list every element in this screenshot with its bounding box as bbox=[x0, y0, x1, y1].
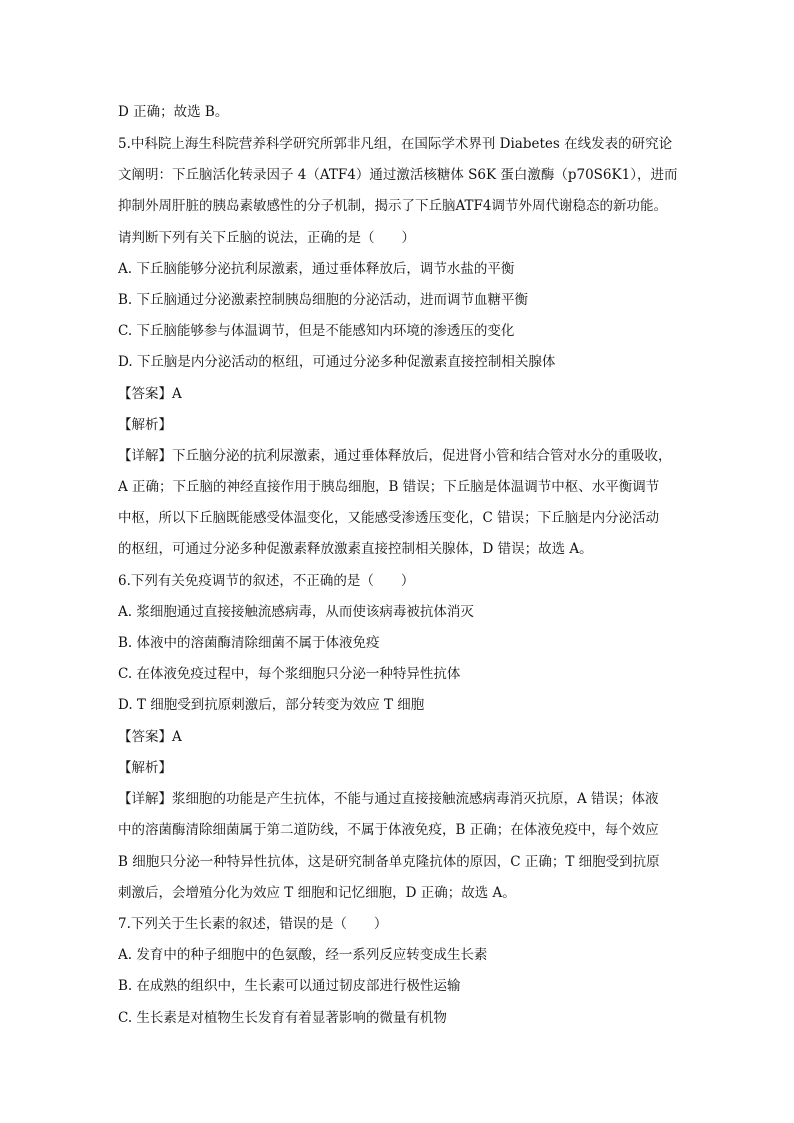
question-6-analysis-heading: 【解析】 bbox=[118, 760, 172, 776]
question-6-option-d: D. T 细胞受到抗原刺激后，部分转变为效应 T 细胞 bbox=[118, 697, 425, 713]
question-5-stem: 抑制外周肝脏的胰岛素敏感性的分子机制，揭示了下丘脑ATF4调节外周代谢稳态的新功能。 bbox=[118, 198, 667, 214]
question-5-stem: 文阐明：下丘脑活化转录因子 4（ATF4）通过激活核糖体 S6K 蛋白激酶（p70S6K1），进而 bbox=[118, 167, 678, 183]
question-6-answer: 【答案】A bbox=[118, 729, 182, 745]
question-7-option-a: A. 发育中的种子细胞中的色氨酸，经一系列反应转变成生长素 bbox=[118, 947, 488, 963]
question-5-explanation: A 正确；下丘脑的神经直接作用于胰岛细胞，B 错误；下丘脑是体温调节中枢、水平衡调节 bbox=[118, 479, 660, 495]
question-6-explanation: 刺激后，会增殖分化为效应 T 细胞和记忆细胞，D 正确；故选 A。 bbox=[118, 885, 516, 901]
question-5-answer: 【答案】A bbox=[118, 386, 182, 402]
question-5-explanation: 【详解】下丘脑分泌的抗利尿激素，通过垂体释放后，促进肾小管和结合管对水分的重吸收， bbox=[118, 448, 672, 464]
question-5-option-c: C. 下丘脑能够参与体温调节，但是不能感知内环境的渗透压的变化 bbox=[118, 323, 515, 339]
question-7-stem: 7.下列关于生长素的叙述，错误的是（ ） bbox=[118, 916, 388, 932]
question-5-option-b: B. 下丘脑通过分泌激素控制胰岛细胞的分泌活动，进而调节血糖平衡 bbox=[118, 292, 529, 308]
question-5-stem: 请判断下列有关下丘脑的说法，正确的是（ ） bbox=[118, 230, 415, 246]
question-6-explanation: B 细胞只分泌一种特异性抗体，这是研究制备单克隆抗体的原因，C 正确；T 细胞受到抗原 bbox=[118, 854, 660, 870]
question-6-option-b: B. 体液中的溶菌酶清除细菌不属于体液免疫 bbox=[118, 635, 380, 651]
question-7-option-c: C. 生长素是对植物生长发育有着显著影响的微量有机物 bbox=[118, 1010, 447, 1026]
question-6-explanation: 【详解】浆细胞的功能是产生抗体，不能与通过直接接触流感病毒消灭抗原，A 错误；体液 bbox=[118, 791, 659, 807]
question-5-explanation: 中枢，所以下丘脑既能感受体温变化，又能感受渗透压变化，C 错误；下丘脑是内分泌活动 bbox=[118, 510, 660, 526]
question-5-option-a: A. 下丘脑能够分泌抗利尿激素，通过垂体释放后，调节水盐的平衡 bbox=[118, 261, 515, 277]
question-5-explanation: 的枢纽，可通过分泌多种促激素释放激素直接控制相关腺体，D 错误；故选 A。 bbox=[118, 541, 593, 557]
question-6-option-a: A. 浆细胞通过直接接触流感病毒，从而使该病毒被抗体消灭 bbox=[118, 604, 474, 620]
question-6-explanation: 中的溶菌酶清除细菌属于第二道防线，不属于体液免疫，B 正确；在体液免疫中，每个效应 bbox=[118, 822, 659, 838]
question-6-option-c: C. 在体液免疫过程中，每个浆细胞只分泌一种特异性抗体 bbox=[118, 666, 461, 682]
question-6-stem: 6.下列有关免疫调节的叙述，不正确的是（ ） bbox=[118, 573, 415, 589]
question-5-option-d: D. 下丘脑是内分泌活动的枢纽，可通过分泌多种促激素直接控制相关腺体 bbox=[118, 354, 556, 370]
question-5-stem: 5.中科院上海生科院营养科学研究所郭非凡组，在国际学术界刊 Diabetes 在线发表的研究论 bbox=[118, 136, 673, 152]
text-line: D 正确；故选 B。 bbox=[118, 104, 229, 120]
question-5-analysis-heading: 【解析】 bbox=[118, 417, 172, 433]
question-7-option-b: B. 在成熟的组织中，生长素可以通过韧皮部进行极性运输 bbox=[118, 978, 461, 994]
